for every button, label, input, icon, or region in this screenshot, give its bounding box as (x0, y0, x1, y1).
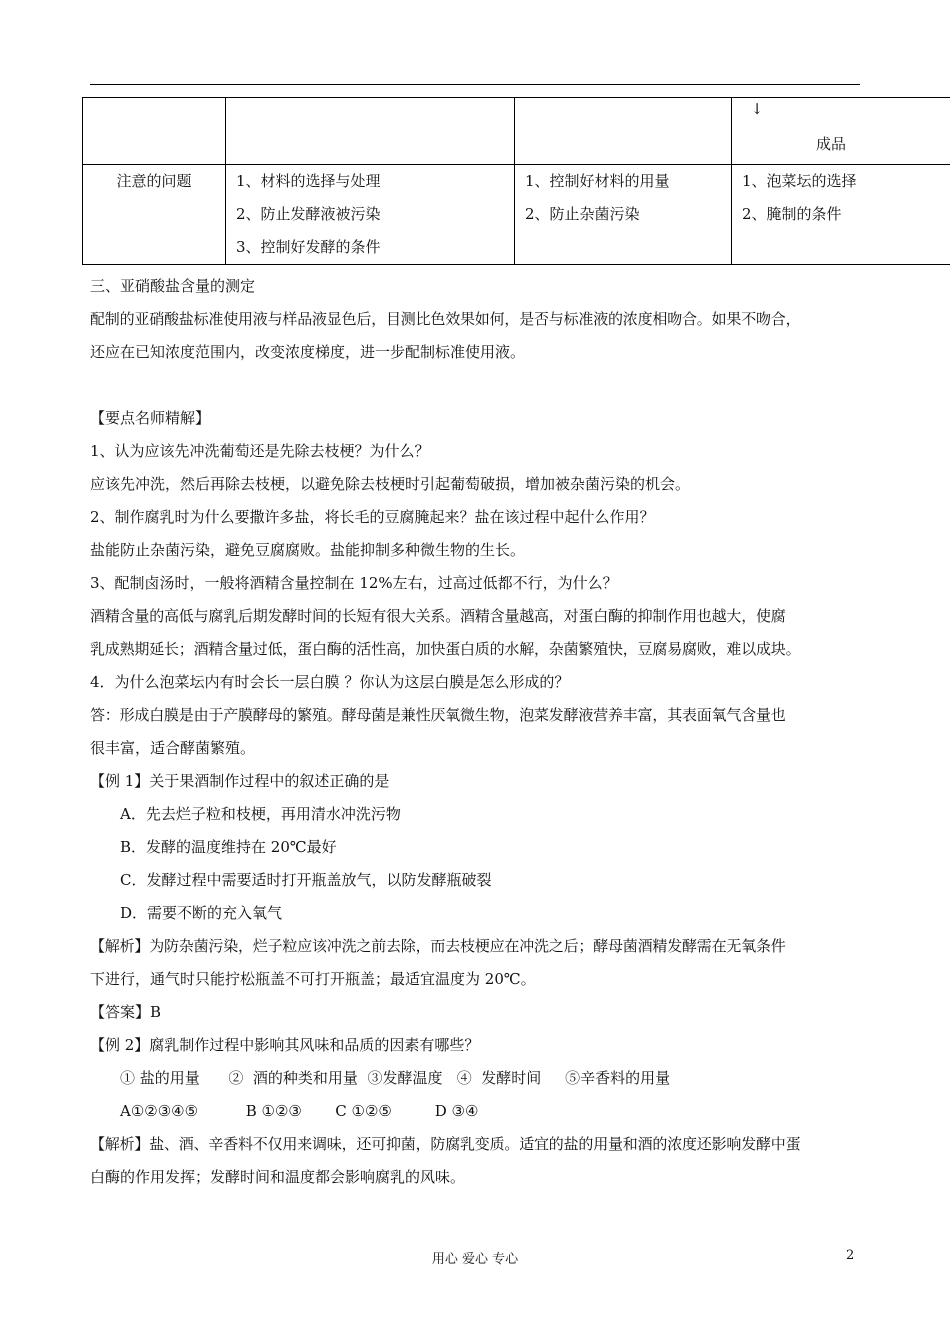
list-item: 1、控制好材料的用量 (525, 172, 670, 190)
question-text: 4．为什么泡菜坛内有时会长一层白膜 ？你认为这层白膜是怎么形成的？ (90, 673, 570, 691)
question-text: 1、认为应该先冲洗葡萄还是先除去枝梗？为什么？ (90, 442, 430, 460)
answer-text: 应该先冲洗，然后再除去枝梗，以避免除去枝梗时引起葡萄破损，增加被杂菌污染的机会。 (90, 475, 691, 493)
option-d: D．需要不断的充入氧气 (120, 904, 283, 922)
list-item: 1、材料的选择与处理 (236, 172, 381, 190)
analysis-text: 【解析】盐、酒、辛香料不仅用来调味，还可抑菌，防腐乳变质。适宜的盐的用量和酒的浓度还影响发酵中蛋 (90, 1135, 801, 1153)
section-heading: 三、亚硝酸盐含量的测定 (90, 277, 256, 295)
page-number: 2 (846, 1248, 855, 1263)
finished-product-label: 成品 (816, 135, 847, 153)
option-c: C．发酵过程中需要适时打开瓶盖放气，以防发酵瓶破裂 (120, 871, 492, 889)
down-arrow-icon: ↓ (750, 100, 764, 118)
answer-text: 盐能防止杂菌污染，避免豆腐腐败。盐能抑制多种微生物的生长。 (90, 541, 526, 559)
option-a: A．先去烂子粒和枝梗，再用清水冲洗污物 (120, 805, 401, 823)
list-item: 2、防止杂菌污染 (525, 205, 640, 223)
table-cell (83, 98, 226, 165)
process-table (82, 97, 950, 265)
footer-motto: 用心 爱心 专心 (431, 1252, 519, 1267)
list-item: 3、控制好发酵的条件 (236, 238, 381, 256)
option-b: B．发酵的温度维持在 20℃最好 (120, 838, 337, 856)
analysis-text: 【解析】为防杂菌污染，烂子粒应该冲洗之前去除，而去枝梗应在冲洗之后；酵母菌酒精发酵需在无氧条件 (90, 937, 786, 955)
question-text: 2、制作腐乳时为什么要撒许多盐，将长毛的豆腐腌起来？盐在该过程中起什么作用？ (90, 508, 655, 526)
table-cell (226, 98, 515, 165)
question-text: 3、配制卤汤时，一般将酒精含量控制在 12%左右，过高过低都不行，为什么？ (90, 574, 618, 592)
answer-text: 【答案】B (90, 1003, 162, 1021)
section-heading: 【要点名师精解】 (90, 409, 211, 427)
table-row (83, 165, 950, 265)
document-body (90, 270, 865, 1194)
table-cell (515, 98, 732, 165)
list-item: 1、泡菜坛的选择 (742, 172, 857, 190)
table-cell (515, 165, 732, 265)
answer-text: 乳成熟期延长；酒精含量过低，蛋白酶的活性高，加快蛋白质的水解，杂菌繁殖快，豆腐易腐败，难以成块。 (90, 640, 801, 658)
example-stem: 【例 2】腐乳制作过程中影响其风味和品质的因素有哪些？ (90, 1036, 480, 1054)
row-header-label: 注意的问题 (116, 172, 192, 190)
analysis-text: 下进行，通气时只能拧松瓶盖不可打开瓶盖；最适宜温度为 20℃。 (90, 970, 536, 988)
list-item: 2、腌制的条件 (742, 205, 842, 223)
example-stem: 【例 1】关于果酒制作过程中的叙述正确的是 (90, 772, 390, 790)
blank-line (90, 369, 865, 402)
table-cell (732, 165, 950, 265)
answer-text: 酒精含量的高低与腐乳后期发酵时间的长短有很大关系。酒精含量越高，对蛋白酶的抑制作用也越大，使腐 (90, 607, 786, 625)
factor-list: ① 盐的用量 ② 酒的种类和用量 ③发酵温度 ④ 发酵时间 ⑤辛香料的用量 (120, 1069, 671, 1087)
paragraph-line: 还应在已知浓度范围内，改变浓度梯度，进一步配制标准使用液。 (90, 343, 526, 361)
paragraph-line: 配制的亚硝酸盐标准使用液与样品液显色后，目测比色效果如何，是否与标准液的浓度相吻合。如果不吻合， (90, 310, 801, 328)
header-rule (90, 84, 860, 85)
list-item: 2、防止发酵液被污染 (236, 205, 381, 223)
row-header-cell (83, 165, 226, 265)
answer-text: 很丰富，适合酵菌繁殖。 (90, 739, 256, 757)
answer-text: 答：形成白膜是由于产膜酵母的繁殖。酵母菌是兼性厌氧微生物，泡菜发酵液营养丰富，其表面氧气含量也 (90, 706, 786, 724)
table-cell (732, 98, 950, 165)
analysis-text: 白酶的作用发挥；发酵时间和温度都会影响腐乳的风味。 (90, 1168, 466, 1186)
choice-list: A①②③④⑤ B ①②③ C ①②⑤ D ③④ (120, 1102, 479, 1120)
table-cell (226, 165, 515, 265)
table-row (83, 98, 950, 165)
